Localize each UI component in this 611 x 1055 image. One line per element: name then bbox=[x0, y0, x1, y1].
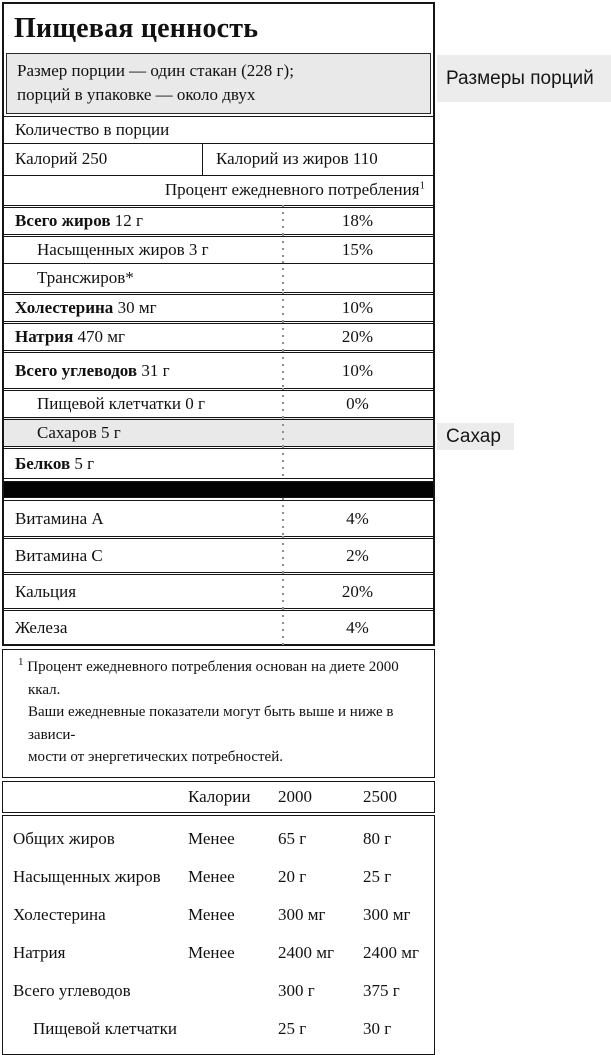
reference-table-header bbox=[2, 781, 435, 813]
row-saturated-fat: Насыщенных жиров 3 г 15% bbox=[4, 234, 433, 263]
cholesterol-dv: 10% bbox=[282, 295, 433, 321]
sugars-dv bbox=[282, 420, 433, 446]
ref-header-2500: 2500 bbox=[363, 786, 397, 806]
row-vitamin-a: Витамина A 4% bbox=[4, 500, 433, 536]
row-sodium: Натрия 470 мг 20% bbox=[4, 321, 433, 350]
row-total-fat: Всего жиров 12 г 18% bbox=[4, 205, 433, 234]
calories-from-fat-cell: Калорий из жиров 110 bbox=[216, 149, 378, 169]
nutrition-facts-box bbox=[2, 2, 435, 646]
total-fat-dv: 18% bbox=[282, 208, 433, 234]
serving-size-line: Размер порции — один стакан (228 г); bbox=[17, 61, 294, 80]
page-title: Пищевая ценность bbox=[14, 13, 259, 44]
row-trans-fat: Трансжиров* bbox=[4, 263, 433, 292]
annotation-sugar: Сахар bbox=[437, 423, 514, 450]
label-column bbox=[2, 2, 435, 1055]
saturated-fat-dv: 15% bbox=[282, 237, 433, 263]
vitamin-c-dv: 2% bbox=[282, 539, 433, 572]
ref-row-cholesterol: Холестерина Менее 300 мг 300 мг bbox=[13, 904, 411, 924]
row-total-carbohydrate: Всего углеводов 31 г 10% bbox=[4, 350, 433, 388]
daily-value-footnote-marker: 1 bbox=[419, 179, 425, 192]
ref-header-calories: Калории bbox=[188, 786, 251, 806]
total-carbohydrate-dv: 10% bbox=[282, 353, 433, 388]
ref-row-total-carbohydrate: Всего углеводов 300 г 375 г bbox=[13, 980, 400, 1000]
servings-per-pack-line: порций в упаковке — около двух bbox=[17, 85, 256, 105]
row-sugars: Сахаров 5 г bbox=[4, 417, 433, 446]
calories-row bbox=[4, 143, 433, 175]
row-protein: Белков 5 г bbox=[4, 446, 433, 479]
separator-bar bbox=[4, 481, 433, 498]
row-vitamin-c: Витамина C 2% bbox=[4, 536, 433, 572]
ref-row-sodium: Натрия Менее 2400 мг 2400 мг bbox=[13, 942, 419, 962]
ref-row-total-fat: Общих жиров Менее 65 г 80 г bbox=[13, 828, 392, 848]
footnote-marker: 1 bbox=[18, 656, 24, 669]
calcium-dv: 20% bbox=[282, 575, 433, 608]
row-iron: Железа 4% bbox=[4, 608, 433, 644]
trans-fat-dv bbox=[282, 264, 433, 292]
daily-value-footnote: $^1$ Процент ежедневного потребления основан на диете 2000 ккал. Ваши ежедневные показатели могут быть выше и ниже в зависи- мости от энергетических потребностей. bbox=[2, 649, 435, 778]
row-dietary-fiber: Пищевой клетчатки 0 г 0% bbox=[4, 388, 433, 417]
dietary-fiber-dv: 0% bbox=[282, 391, 433, 417]
ref-header-2000: 2000 bbox=[278, 786, 312, 806]
row-calcium: Кальция 20% bbox=[4, 572, 433, 608]
serving-info-box bbox=[6, 53, 431, 114]
annotation-serving-sizes: Размеры порций bbox=[437, 55, 611, 102]
sodium-dv: 20% bbox=[282, 324, 433, 350]
calories-cell: Калорий 250 bbox=[4, 144, 203, 175]
protein-dv bbox=[282, 449, 433, 478]
row-cholesterol: Холестерина 30 мг 10% bbox=[4, 292, 433, 321]
amount-per-serving-header: Количество в порции bbox=[4, 116, 433, 143]
ref-row-saturated-fat: Насыщенных жиров Менее 20 г 25 г bbox=[13, 866, 392, 886]
ref-row-dietary-fiber: Пищевой клетчатки 25 г 30 г bbox=[33, 1018, 392, 1038]
iron-dv: 4% bbox=[282, 611, 433, 644]
daily-value-header: Процент ежедневного потребления$^1$ bbox=[4, 175, 433, 205]
reference-table-body bbox=[2, 815, 435, 1055]
vitamin-a-dv: 4% bbox=[282, 501, 433, 536]
